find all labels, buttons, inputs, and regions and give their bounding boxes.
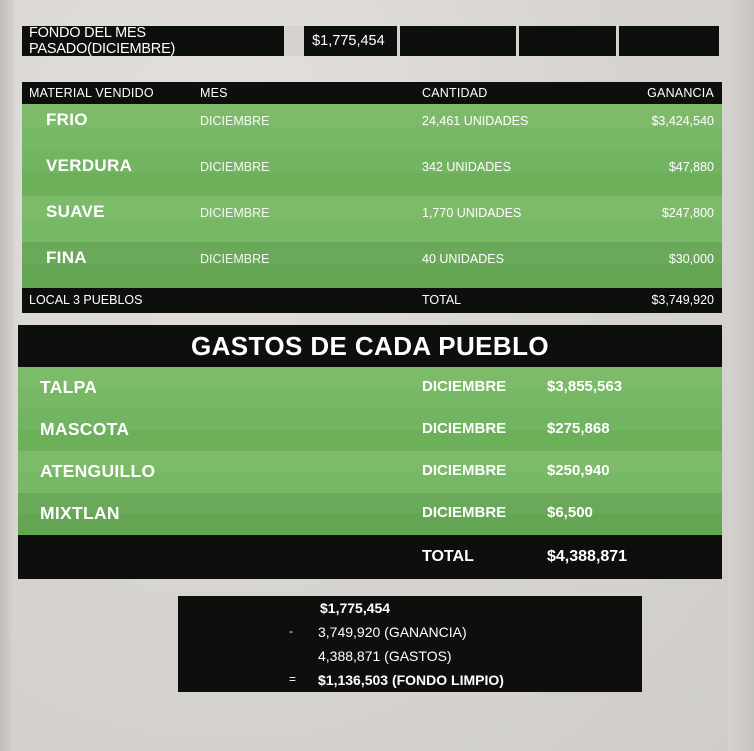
cell-ganancia: $3,424,540 [651,114,714,128]
cell-monto: $6,500 [547,504,593,521]
gastos-title: GASTOS DE CADA PUEBLO [191,330,549,361]
gastos-total-monto: $4,388,871 [547,548,628,565]
cell-cantidad: 24,461 UNIDADES [422,114,529,128]
cell-pueblo: TALPA [40,377,98,397]
summary-line [178,596,642,620]
cell-cantidad: 40 UNIDADES [422,252,504,266]
cell-material: SUAVE [46,202,105,221]
cell-mes: DICIEMBRE [422,378,507,395]
row-shading [22,242,722,265]
summary-text: $1,775,454 [320,600,391,616]
summary-text: 4,388,871 (GASTOS) [318,648,452,664]
table-row [18,367,722,409]
gastos-table [18,325,722,579]
summary-text: $1,136,503 (FONDO LIMPIO) [318,672,504,688]
cell-pueblo: MASCOTA [40,419,130,439]
gastos-total-row [18,535,722,579]
table-row [22,150,722,196]
cell-mes: DICIEMBRE [422,420,507,437]
table-row [18,451,722,493]
cell-ganancia: $247,800 [661,206,714,220]
summary-line [178,668,642,692]
cell-mes: DICIEMBRE [200,114,270,128]
cell-ganancia: $30,000 [668,252,714,266]
cell-cantidad: 1,770 UNIDADES [422,206,522,220]
table-row [18,493,722,535]
table-row [22,196,722,242]
row-shading [22,104,722,127]
ventas-header-row [22,82,722,104]
fondo-blank-cell-2 [516,26,616,56]
table-row [18,409,722,451]
cell-cantidad: 342 UNIDADES [422,160,511,174]
summary-operator: = [289,672,297,686]
cell-ganancia: $47,880 [668,160,714,174]
cell-mes: DICIEMBRE [200,252,270,266]
fondo-blank-cell-3 [616,26,719,56]
summary-line [178,620,642,644]
cell-mes: DICIEMBRE [422,504,507,521]
row-shading [22,196,722,219]
gastos-total-label: TOTAL [422,548,474,565]
column-header-material: MATERIAL VENDIDO [29,86,154,100]
cell-mes: DICIEMBRE [200,160,270,174]
total-ganancia: $3,749,920 [651,293,714,307]
cell-monto: $3,855,563 [547,378,623,395]
cell-pueblo: ATENGUILLO [40,461,156,481]
cell-mes: DICIEMBRE [200,206,270,220]
summary-text: 3,749,920 (GANANCIA) [318,624,467,640]
cell-monto: $275,868 [547,420,610,437]
cell-material: FRIO [46,110,88,129]
cell-mes: DICIEMBRE [422,462,507,479]
column-header-mes: MES [200,86,228,100]
cell-material: FINA [46,248,87,267]
cell-material: VERDURA [46,156,133,175]
cell-pueblo: MIXTLAN [40,503,120,523]
fondo-label: FONDO DEL MES PASADO(DICIEMBRE) [22,26,284,56]
table-row [22,242,722,288]
fondo-blank-cell-4 [719,26,722,56]
summary-operator: - [289,624,293,638]
fondo-value: $1,775,454 [304,26,397,56]
cell-monto: $250,940 [547,462,610,479]
column-header-ganancia: GANANCIA [647,86,714,100]
row-shading [18,493,722,514]
ventas-table [22,82,722,312]
summary-box [178,596,642,692]
fondo-gap [284,26,304,56]
fondo-blank-cell-1 [397,26,516,56]
local-label: LOCAL 3 PUEBLOS [29,293,143,307]
ventas-total-row [22,288,722,313]
fondo-row [22,26,722,56]
summary-line [178,644,642,668]
total-label: TOTAL [422,293,462,307]
column-header-cantidad: CANTIDAD [422,86,488,100]
table-row [22,104,722,150]
